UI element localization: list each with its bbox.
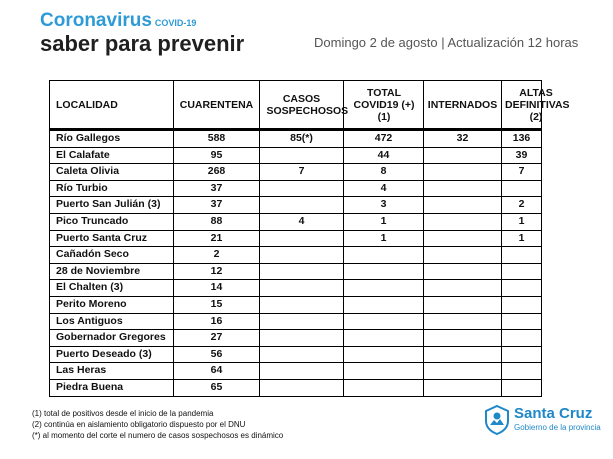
cell-internados xyxy=(424,197,502,214)
cell-cuarentena: 64 xyxy=(174,363,260,380)
cell-cuarentena: 2 xyxy=(174,247,260,264)
cell-localidad: Cañadón Seco xyxy=(50,247,174,264)
brand-title: Coronavirus xyxy=(40,10,152,31)
table-row xyxy=(50,263,542,280)
cell-localidad: Gobernador Gregores xyxy=(50,330,174,347)
cell-cuarentena: 37 xyxy=(174,197,260,214)
cell-localidad: 28 de Noviembre xyxy=(50,263,174,280)
cell-altas xyxy=(502,313,542,330)
report-date: Domingo 2 de agosto | Actualización 12 horas xyxy=(314,35,579,50)
cell-cuarentena: 88 xyxy=(174,213,260,230)
cell-cuarentena: 588 xyxy=(174,130,260,148)
cell-localidad: Puerto Deseado (3) xyxy=(50,346,174,363)
cell-total-covid: 1 xyxy=(344,230,424,247)
cell-internados xyxy=(424,230,502,247)
cell-altas xyxy=(502,247,542,264)
table-row xyxy=(50,130,542,148)
table-header-row xyxy=(50,81,542,130)
table-row xyxy=(50,330,542,347)
cell-casos-sospechosos xyxy=(260,247,344,264)
cell-internados xyxy=(424,379,502,396)
col-header-localidad: LOCALIDAD xyxy=(50,81,174,130)
cell-total-covid: 4 xyxy=(344,180,424,197)
cell-casos-sospechosos xyxy=(260,197,344,214)
cell-internados xyxy=(424,164,502,181)
cell-localidad: Las Heras xyxy=(50,363,174,380)
table-row xyxy=(50,213,542,230)
logo-subtitle: Gobierno de la provincia xyxy=(514,423,601,432)
cell-casos-sospechosos xyxy=(260,296,344,313)
cell-total-covid xyxy=(344,280,424,297)
table-body xyxy=(50,130,542,397)
col-header-total-covid-text: TOTAL COVID19 (+) (1) xyxy=(353,86,415,123)
brand-header xyxy=(40,10,196,32)
cell-altas xyxy=(502,180,542,197)
cell-casos-sospechosos xyxy=(260,313,344,330)
cell-altas: 136 xyxy=(502,130,542,148)
cell-total-covid: 1 xyxy=(344,213,424,230)
cell-internados xyxy=(424,263,502,280)
cell-internados xyxy=(424,180,502,197)
col-header-altas xyxy=(502,81,570,130)
col-header-internados: INTERNADOS xyxy=(424,81,502,130)
slogan: saber para prevenir xyxy=(40,31,245,56)
cell-total-covid: 44 xyxy=(344,147,424,164)
cell-casos-sospechosos xyxy=(260,379,344,396)
table-row xyxy=(50,230,542,247)
cell-cuarentena: 56 xyxy=(174,346,260,363)
cell-internados xyxy=(424,296,502,313)
cell-localidad: Río Turbio xyxy=(50,180,174,197)
cell-internados xyxy=(424,346,502,363)
cell-cuarentena: 95 xyxy=(174,147,260,164)
cell-cuarentena: 21 xyxy=(174,230,260,247)
santa-cruz-logo xyxy=(484,405,609,437)
cell-internados xyxy=(424,213,502,230)
cell-internados xyxy=(424,280,502,297)
brand-subtitle: COVID-19 xyxy=(154,18,197,28)
cell-total-covid xyxy=(344,313,424,330)
cell-cuarentena: 268 xyxy=(174,164,260,181)
table-row xyxy=(50,147,542,164)
footnotes xyxy=(32,408,283,441)
col-header-casos-sospechosos xyxy=(260,81,349,130)
cell-internados xyxy=(424,147,502,164)
cell-internados xyxy=(424,330,502,347)
table-row xyxy=(50,379,542,396)
cell-total-covid xyxy=(344,330,424,347)
cell-cuarentena: 37 xyxy=(174,180,260,197)
cell-altas: 7 xyxy=(502,164,542,181)
cell-total-covid xyxy=(344,247,424,264)
cell-total-covid xyxy=(344,379,424,396)
cell-internados: 32 xyxy=(424,130,502,148)
cell-casos-sospechosos: 85(*) xyxy=(260,130,344,148)
cell-cuarentena: 65 xyxy=(174,379,260,396)
cell-altas xyxy=(502,379,542,396)
cell-total-covid: 3 xyxy=(344,197,424,214)
cell-altas xyxy=(502,280,542,297)
cell-altas: 1 xyxy=(502,230,542,247)
cell-cuarentena: 27 xyxy=(174,330,260,347)
table-row xyxy=(50,313,542,330)
cell-localidad: Río Gallegos xyxy=(50,130,174,148)
cell-altas: 1 xyxy=(502,213,542,230)
cell-casos-sospechosos xyxy=(260,147,344,164)
cell-cuarentena: 16 xyxy=(174,313,260,330)
provincial-seal-icon xyxy=(484,405,510,435)
cell-casos-sospechosos xyxy=(260,363,344,380)
cell-casos-sospechosos xyxy=(260,180,344,197)
cell-casos-sospechosos xyxy=(260,330,344,347)
cell-localidad: Pico Truncado xyxy=(50,213,174,230)
cell-internados xyxy=(424,363,502,380)
cell-localidad: El Chalten (3) xyxy=(50,280,174,297)
col-header-altas-text: ALTAS DEFINITIVAS (2) xyxy=(505,86,570,123)
table-row xyxy=(50,180,542,197)
table-row xyxy=(50,363,542,380)
footnote-1: (1) total de positivos desde el inicio de la pandemia xyxy=(32,409,214,418)
table-row xyxy=(50,280,542,297)
cell-casos-sospechosos xyxy=(260,346,344,363)
cell-casos-sospechosos xyxy=(260,263,344,280)
cell-cuarentena: 12 xyxy=(174,263,260,280)
logo-name: Santa Cruz xyxy=(514,405,593,422)
cell-total-covid: 472 xyxy=(344,130,424,148)
cell-localidad: Puerto San Julián (3) xyxy=(50,197,174,214)
cell-localidad: Piedra Buena xyxy=(50,379,174,396)
cell-cuarentena: 15 xyxy=(174,296,260,313)
cell-localidad: Puerto Santa Cruz xyxy=(50,230,174,247)
col-header-casos-sospechosos-text: CASOS SOSPECHOSOS xyxy=(266,92,349,117)
cell-altas xyxy=(502,363,542,380)
cell-total-covid: 8 xyxy=(344,164,424,181)
cell-total-covid xyxy=(344,363,424,380)
cell-altas xyxy=(502,330,542,347)
cell-localidad: Perito Moreno xyxy=(50,296,174,313)
cell-localidad: Los Antiguos xyxy=(50,313,174,330)
table-row xyxy=(50,346,542,363)
cell-altas xyxy=(502,263,542,280)
cell-casos-sospechosos: 4 xyxy=(260,213,344,230)
footnote-2: (2) continúa en aislamiento obligatorio dispuesto por el DNU xyxy=(32,420,246,429)
col-header-total-covid xyxy=(344,81,424,130)
cell-altas xyxy=(502,296,542,313)
col-header-cuarentena: CUARENTENA xyxy=(174,81,260,130)
cell-total-covid xyxy=(344,296,424,313)
cell-altas: 2 xyxy=(502,197,542,214)
footnote-3: (*) al momento del corte el numero de casos sospechosos es dinámico xyxy=(32,431,284,440)
cell-total-covid xyxy=(344,263,424,280)
cell-casos-sospechosos: 7 xyxy=(260,164,344,181)
cell-casos-sospechosos xyxy=(260,230,344,247)
cases-table xyxy=(49,80,570,397)
table-row xyxy=(50,247,542,264)
cell-altas: 39 xyxy=(502,147,542,164)
table-row xyxy=(50,197,542,214)
cell-cuarentena: 14 xyxy=(174,280,260,297)
cell-internados xyxy=(424,313,502,330)
cell-total-covid xyxy=(344,346,424,363)
cell-casos-sospechosos xyxy=(260,280,344,297)
cell-internados xyxy=(424,247,502,264)
cell-altas xyxy=(502,346,542,363)
table-row xyxy=(50,164,542,181)
cell-localidad: Caleta Olivia xyxy=(50,164,174,181)
table-row xyxy=(50,296,542,313)
cell-localidad: El Calafate xyxy=(50,147,174,164)
